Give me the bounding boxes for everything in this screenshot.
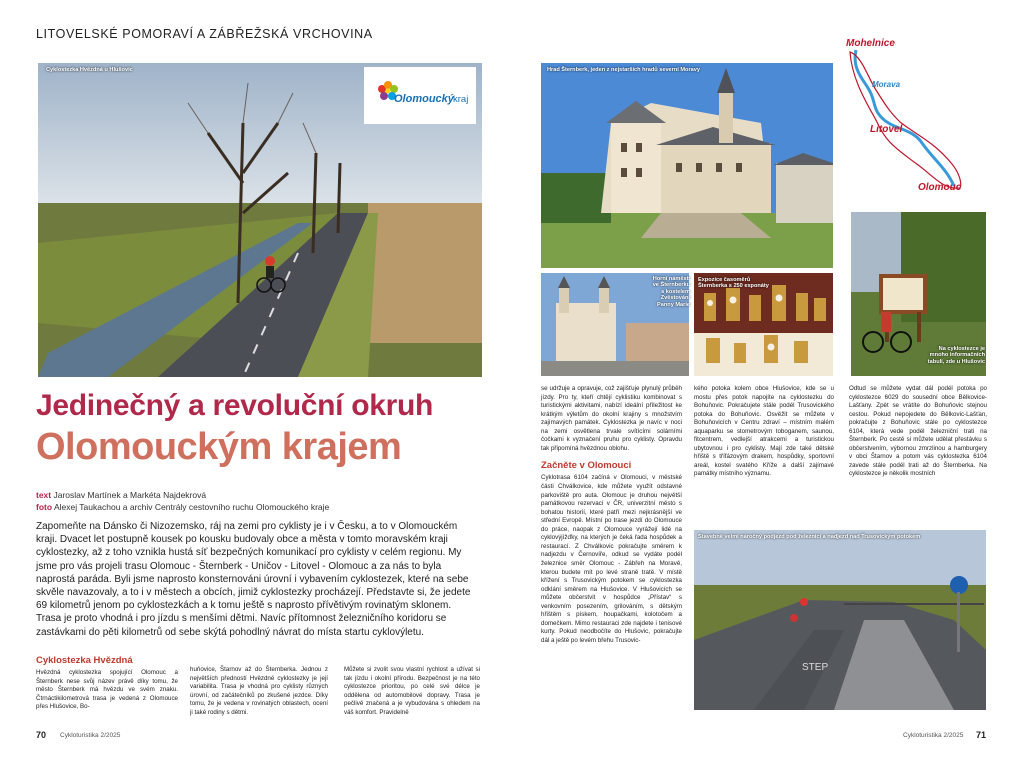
foto-label: foto [36,501,53,512]
logo-name: Olomoucký [394,93,454,105]
foto-authors: Alexej Taukachou a archiv Centrály cestovního ruchu Olomouckého kraje [53,501,330,512]
svg-text:STEP: STEP [802,662,829,673]
info-board-caption: Na cyklostezce je mnoho informačních tabulí, zde u Hlušovic [927,346,985,365]
left-page-number: 70 [36,730,47,740]
left-col-3 [344,666,480,717]
main-photo-caption: Cyklostezka Hvězdná u Hlušovic [46,67,133,73]
logo-suffix: kraj [453,94,469,105]
left-col-2 [190,666,328,717]
castle-caption: Hrad Šternberk, jeden z nejstarších hradů severní Moravy [547,67,700,73]
map-label-olomouc: Olomouc [918,182,962,193]
map-label-litovel: Litovel [870,124,903,135]
intro-paragraph: Zapomeňte na Dánsko či Nizozemsko, ráj na zemi pro cyklisty je i v Česku, a to v Olomouckém kraji. Dvacet let postupně kousek po kousku budovaly obce a města v tomto moravském kraji cyklostezky, až z toho vznikla hustá síť bezpečných komunikací pro cyklisty v celém regionu. My jsme pro vás projeli trasu Olomouc - Šternberk - Uničov - Litovel - Olomouc a za nás to byla naprostá paráda. Byli jsme naprosto konsternováni úrovní i vybavením cyklostezek, které na sebe skvěle navazovaly, a to i v městech a obcích, jimiž cyklostezky procházejí. Představte si, že jedete 69 kilometrů jenom po cyklostezkách a k tomu ještě s naprosto přívětivým rovinatým sklonem. Trasa je proto vhodná i pro jízdu s menšími dětmi. Navíc přítomnost železničního koridoru se zastávkami do pěti kilometrů od sebe skýtá pohodlný návrat do místa startu cyklovýletu. [36,521,471,638]
map-label-morava: Morava [872,80,901,89]
square-caption: Horní náměstí ve Šternberku s kostelem Zvěstování Panny Marie [652,276,690,308]
clocks-caption: Expozice časoměrů Šternberka s 250 exponáty [698,277,769,290]
right-col-1-top-text: se udržuje a opravuje, což zajišťuje plynulý průběh jízdy. Pro ty, kteří chtějí cyklistiku kombinovat s turistickými aktivitami, nabízí ideální příležitost ke krátkým výletům do okolní krajiny s množstvím zajímavých památek. Cyklostezka je navíc v noci na zemi osvětlena trvale svítícími solárními čočkami k vyznačení pruhu pro cyklisty. Opravdu tak připomíná hvězdnou oblohu. [541,385,682,452]
right-col-3 [849,385,987,479]
right-col-3-text: Odtud se můžete vydat dál podél potoka po cyklostezce 6029 do sousední obce Bělkovice-Lašťany. Zpět se vrátíte do Bohuňovic stejnou cestou. Pokud nepojedete do Bělkovic-Lašťan, pokračujte z Bohuňovic stále po cyklostezce 6104, která vede podél železniční trati na Šternberk. Po cestě si můžete udělat přestávku s občerstvením, výbornou zmrzlinou a hamburgery v obci Štarnov a potom vás cyklostezka 6104 zavede stále podél trati až do Šternberka. Na cyklostezce je několik mostních [849,385,987,478]
left-col-1-text: Hvězdná cyklostezka spojující Olomouc a Šternberk nese svůj název právě díky tomu, že město Šternberk má hvězdu ve svém znaku. Čtrnáctikilometrová trasa je vedená z Olomouce přes Hlušovice, Bo- [36,669,178,711]
olomoucky-kraj-logo [364,67,476,124]
headline-line1: Jedinečný a revoluční okruh [36,389,434,422]
left-col-3-text: Můžete si zvolit svou vlastní rychlost a užívat si tak jízdu i okolní přírodu. Bezpečnost je na této cyklostezce prioritou, po celé své délce je oddělena od automobilové dopravy. Trasa je pečlivě značená a je vybudována s ohledem na váš komfort. Pravidelně [344,666,480,716]
path-caption: Stavebně velmi náročný podjezd pod železnicí a nadjezd nad Trusovickým potokem [698,534,921,540]
left-magazine-name: Cykloturistika 2/2025 [60,732,121,739]
castle-photo [541,63,833,268]
right-magazine-name: Cykloturistika 2/2025 [903,732,964,739]
right-col-1-bottom-text: Cyklotrasa 6104 začíná v Olomouci, v městské části Chválkovice, kde můžete využít odstavné parkoviště pro auta. Olomouc je druhou největší památkovou rezervací v ČR, univerzitní město s bohatou historií, které patří mezi nejkrásnější ve střední Evropě. Místní po trase jezdí do Olomouce do práce, naopak z Olomouce vyrážejí lidé na cyklovýjížďky, na kterých je čeká řada hospůdek a restaurací. Z Chválkovic pokračujte směrem k nadjezdu v Černovíře, odkud se vydáte podél železnice směr Olomouc - Zábřeh na Moravě, kterou budete mít po levé straně tratě. V místě křížení s Trusovickým potokem se cyklostezka odklání směrem na Hlušovice. V Hlušovicích se můžete občerstvit v hospůdce „Přístav“ s venkovním posezením, grilováním, s dětským hřištěm s pískem, houpačkami, kolotočem a domečkem. Mimo restauraci zde najdete i tenisové kurty. Pokud neodbočíte do Hlušovic, pokračujte dál a ještě po levém břehu Trusovic- [541,474,682,644]
left-col-1 [36,652,178,712]
right-col-2-text: kého potoka kolem obce Hlušovice, kde se u mostu přes potok napojíte na cyklostezku do Bohuňovic. Pokračujete stále podél Trusovického potoka do Bohuňovic. Osvěžit se můžete v Bohuňovicích v Centru zdraví – místním malém aquaparku se stometrovým toboganem, saunou, fitcentrem, vedlejší atrakcemi a turistickou ubytovnou i pro cyklisty. Mají zde také dětské hřiště s třífázovým drakem, hospůdky, sportovní areál, kostel svatého Kříže a další zajímavé památky místního významu. [694,385,834,478]
section-title: LITOVELSKÉ POMORAVÍ A ZÁBŘEŽSKÁ VRCHOVINA [36,27,373,41]
region-map [842,38,990,203]
heading-cyklostezka-hvezdna: Cyklostezka Hvězdná [36,655,133,666]
path-photo [694,530,986,710]
headline-line2: Olomouckým krajem [36,426,402,468]
credits [36,490,329,514]
map-label-mohelnice: Mohelnice [846,38,895,49]
left-col-2-text: huňovice, Štarnov až do Šternberka. Jednou z největších předností Hvězdné cyklostezky je její variabilita. Trasa je vhodná pro cyklisty různých úrovní, od začátečníků po zkušené jezdce. Díky tomu, že je vedena v rovinatých oblastech, ocení ji také rodiny s dětmi. [190,666,328,716]
right-col-1 [541,385,682,645]
route-map-graphic [842,38,990,203]
text-label: text [36,490,52,500]
text-authors: Jaroslav Martínek a Markéta Najdekrová [53,490,207,500]
right-page-number: 71 [976,730,987,740]
heading-zacnete-v-olomouci: Začněte v Olomouci [541,460,632,472]
right-col-2 [694,385,834,479]
